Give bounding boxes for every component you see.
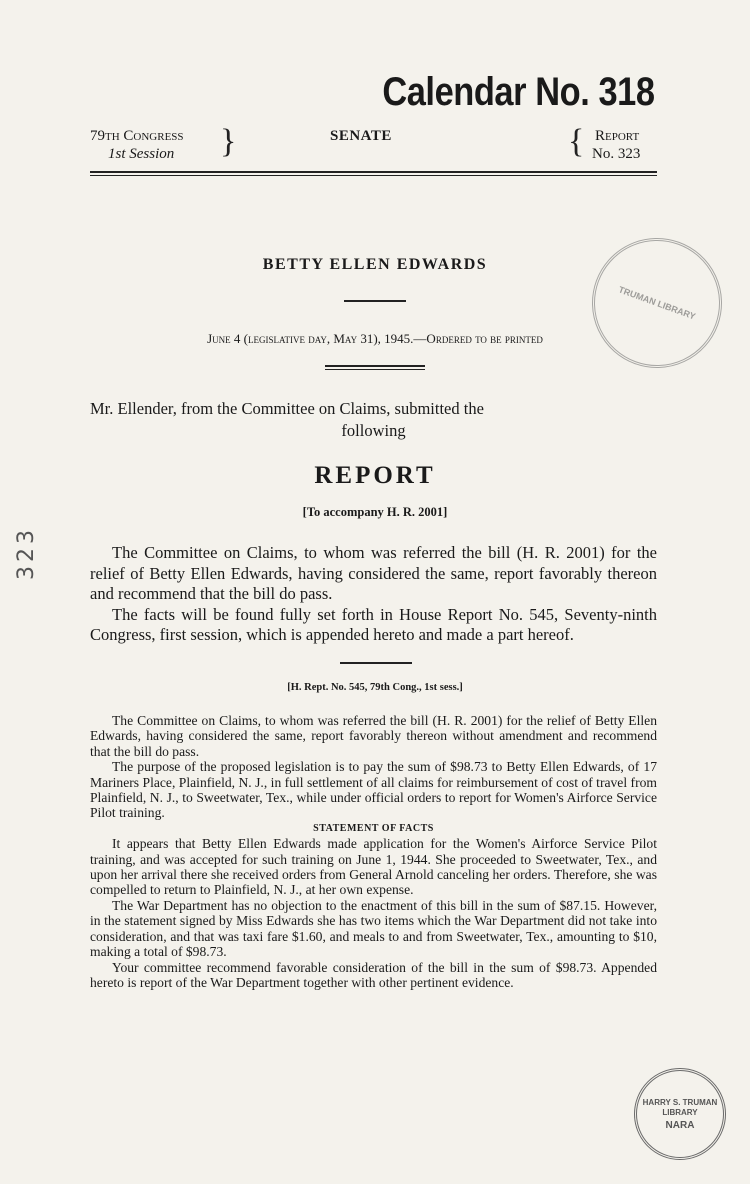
right-brace: {: [568, 123, 585, 160]
house-report-text: [90, 713, 657, 990]
house-paragraph: The purpose of the proposed legislation is to pay the sum of $98.73 to Betty Ellen Edwards, of 17 Mariners Place, Plainfield, N. J., in full settlement of all claims for reimbursement of cost of travel from Plainfield, N. J., to Sweetwater, Tex., while under official orders to report for Women's Airforce Service Pilot training.: [90, 759, 657, 821]
chamber-label: SENATE: [330, 128, 392, 144]
congress-label: 79th Congress: [90, 128, 184, 144]
library-stamp-faint: [574, 220, 741, 387]
title-rule: [344, 300, 406, 302]
report-label: Report: [595, 128, 640, 144]
submitter-line-2: following: [341, 421, 406, 440]
report-heading: REPORT: [314, 462, 436, 489]
stamp-top-text: TRUMAN LIBRARY: [617, 284, 697, 322]
facts-paragraph: Your committee recommend favorable consideration of the bill in the sum of $98.73. Appended hereto is report of the War Department together with other pertinent evidence.: [90, 959, 657, 990]
bill-title: BETTY ELLEN EDWARDS: [262, 256, 488, 273]
committee-paragraph: The facts will be found fully set forth in House Report No. 545, Seventy-ninth Congress, first session, which is appended hereto and made a part hereof.: [90, 604, 657, 644]
stamp-library-name: HARRY S. TRUMAN LIBRARY: [642, 1097, 718, 1117]
library-stamp: [634, 1068, 726, 1160]
section-rule: [340, 662, 412, 664]
accompany-note: [To accompany H. R. 2001]: [302, 505, 448, 519]
committee-text: [90, 543, 657, 646]
report-number-block: [592, 127, 640, 163]
dateline-rule-thin: [325, 369, 425, 370]
stamp-nara: NARA: [665, 1119, 695, 1131]
congress-block: [90, 127, 184, 163]
left-brace: }: [220, 123, 237, 160]
header-rule-thin: [90, 175, 657, 176]
report-number: No. 323: [592, 146, 641, 162]
header-rule-thick: [90, 171, 657, 173]
session-label: 1st Session: [108, 146, 175, 162]
handwritten-margin-note: 323: [14, 526, 39, 580]
submitter-line-1: Mr. Ellender, from the Committee on Claims, submitted the: [90, 399, 484, 418]
dateline: June 4 (legislative day, May 31), 1945.—Ordered to be printed: [207, 331, 543, 346]
house-paragraph: The Committee on Claims, to whom was referred the bill (H. R. 2001) for the relief of Betty Ellen Edwards, having considered the same, report favorably thereon without amendment and recommend that the bill do pass.: [90, 713, 657, 759]
house-report-reference: [H. Rept. No. 545, 79th Cong., 1st sess.]: [287, 682, 463, 693]
submitter-statement: [90, 398, 657, 442]
committee-paragraph: The Committee on Claims, to whom was referred the bill (H. R. 2001) for the relief of Betty Ellen Edwards, having considered the same, report favorably thereon and recommend that the bill do pass.: [90, 543, 657, 603]
facts-paragraph: It appears that Betty Ellen Edwards made application for the Women's Airforce Service Pilot training, and was accepted for such training on June 1, 1944. She proceeded to Sweetwater, Tex., and upon her arrival there she received orders from General Arnold canceling her orders. Therefore, she was compelled to return to Plainfield, N. J., at her own expense.: [90, 836, 657, 898]
dateline-rule-thick: [325, 365, 425, 367]
facts-paragraph: The War Department has no objection to the enactment of this bill in the sum of $87.15. However, in the statement signed by Miss Edwards she has two items which the War Department did not take into consideration, and that was taxi fare $1.60, and meals to and from Sweetwater, Tex., amounting to $10, making a total of $98.73.: [90, 897, 657, 960]
calendar-number: Calendar No. 318: [382, 70, 655, 114]
facts-heading: STATEMENT OF FACTS: [313, 822, 434, 834]
